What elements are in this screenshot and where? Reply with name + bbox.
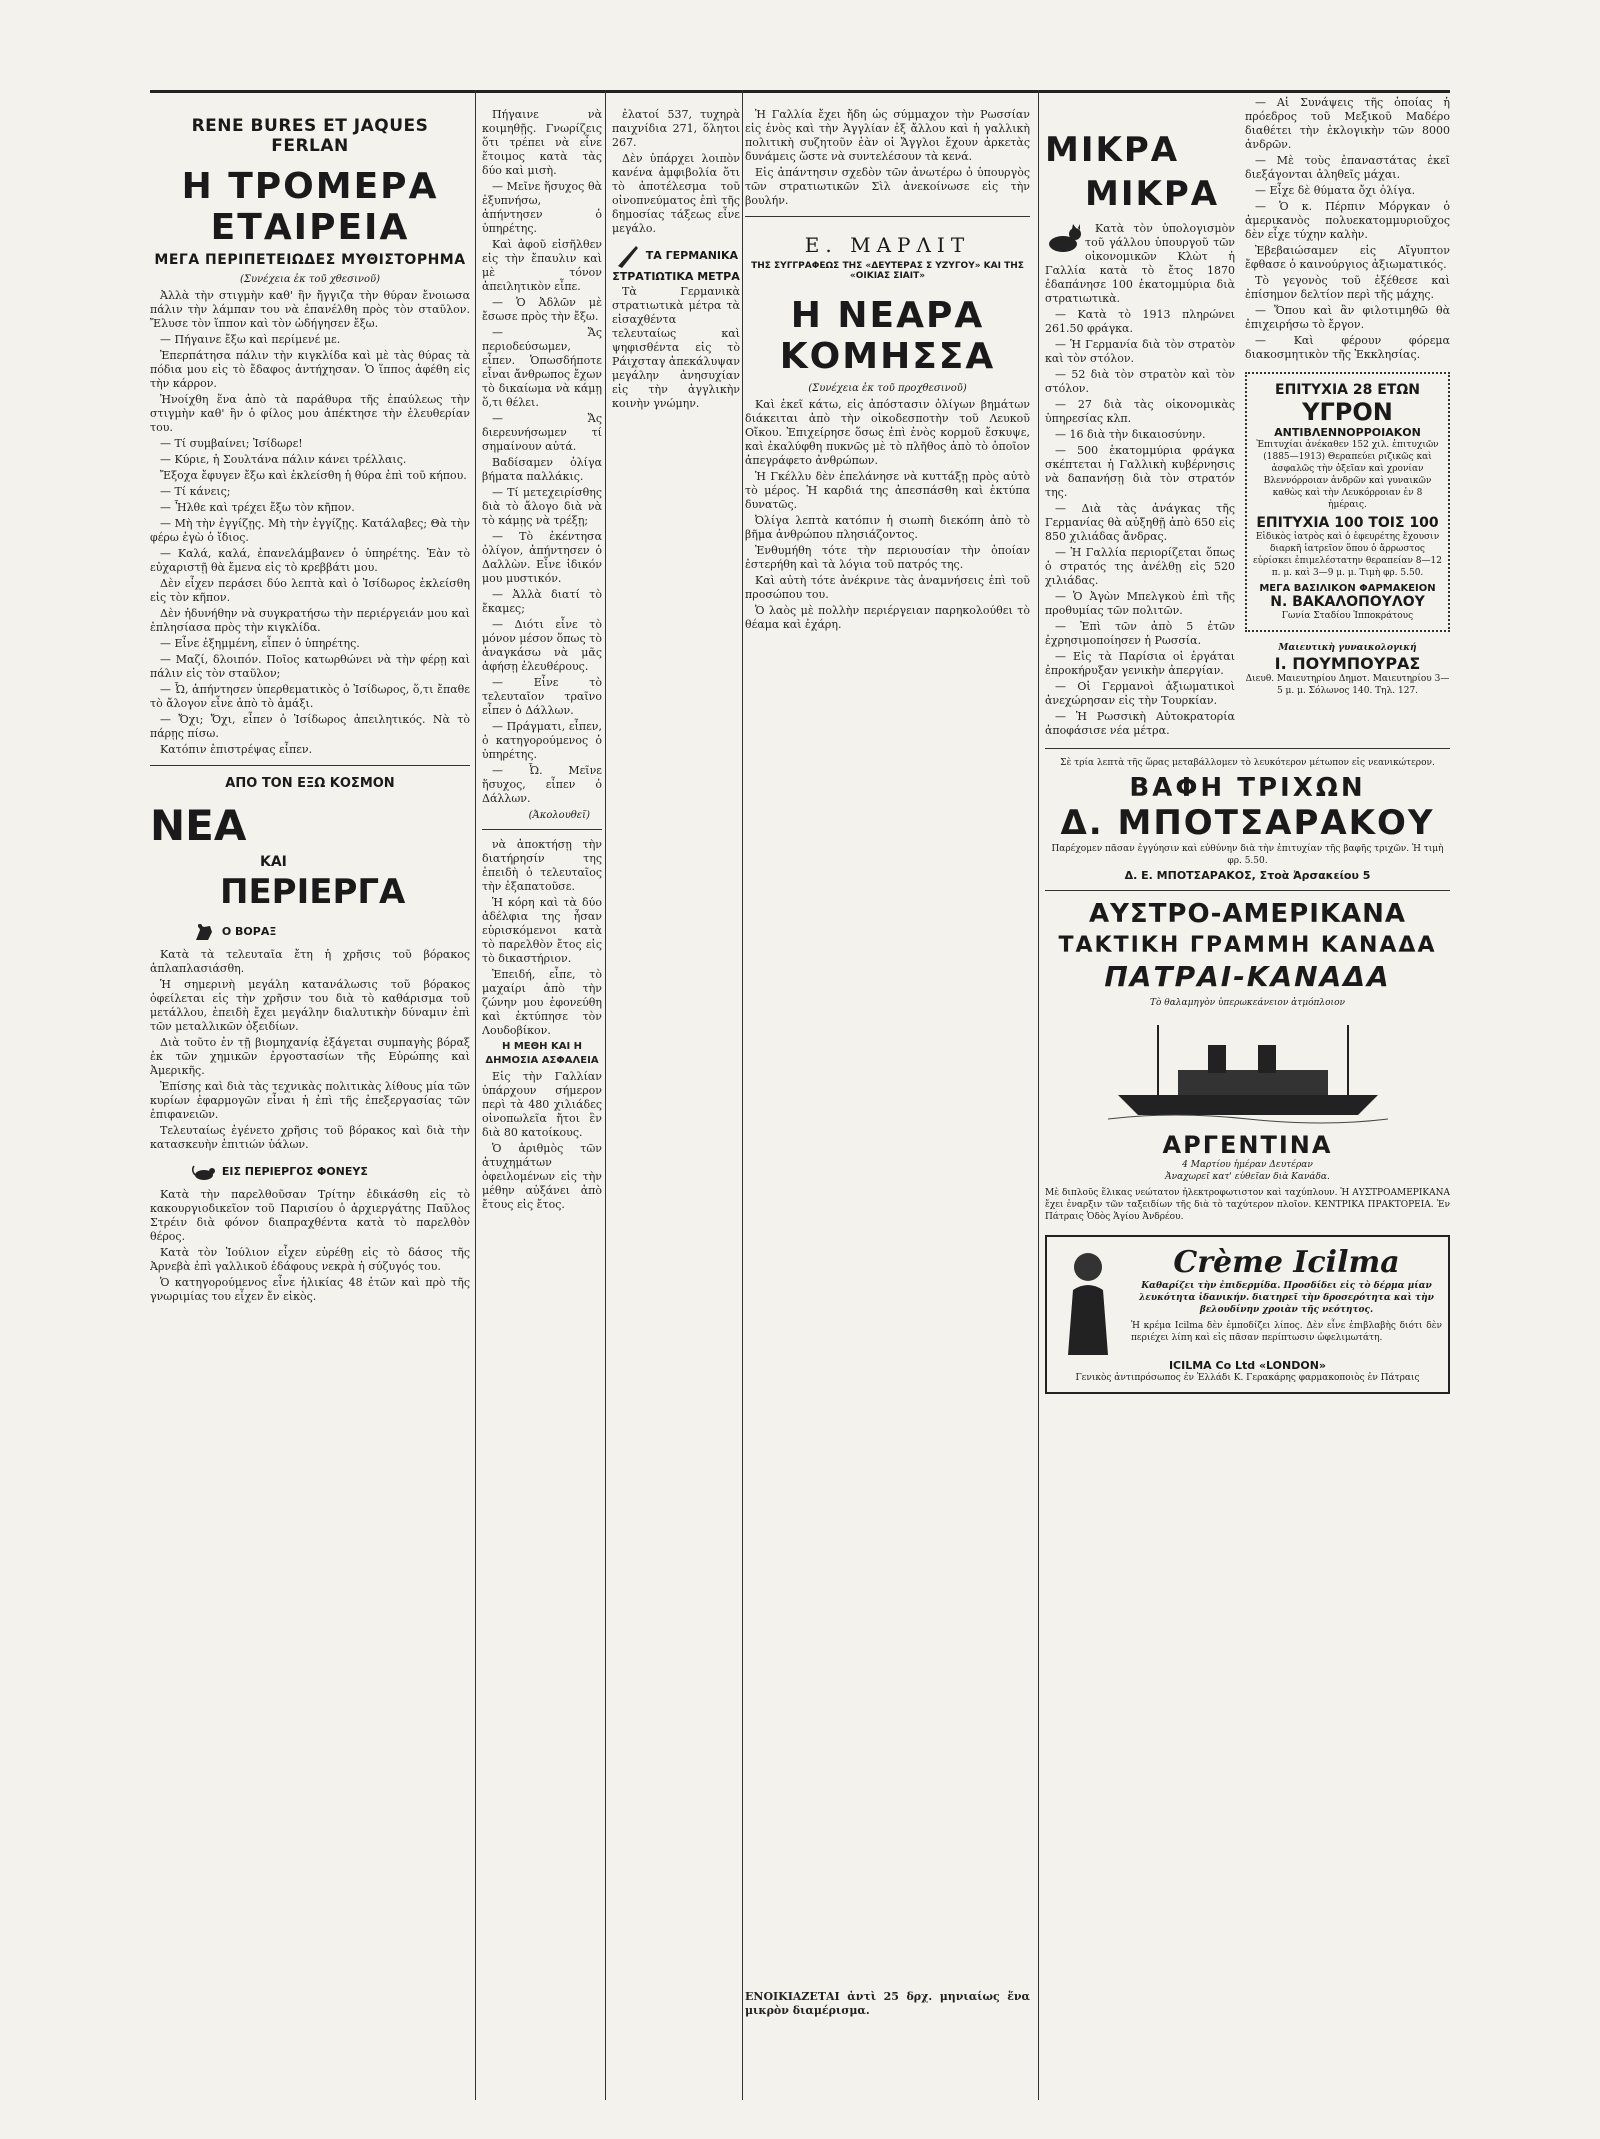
paragraph: Τὰ Γερμανικὰ στρατιωτικὰ μέτρα τὰ εἰσαχθέντα τελευταίως καὶ ψηφισθέντα εἰς τὸ Ράιχσταγ ἀπεκάλυψαν μεγάλην ἀνησυχίαν εἰς τὴν ἀγγλικὴν κοινὴν γνώμην. [612,285,740,410]
news-item-title-text: ΤΑ ΓΕΡΜΑΝΙΚΑ ΣΤΡΑΤΙΩΤΙΚΑ ΜΕΤΡΑ [612,249,740,283]
ad-pharmacy: ΜΕΓΑ ΒΑΣΙΛΙΚΟΝ ΦΑΡΜΑΚΕΙΟΝ [1259,583,1436,594]
serial-authors: RENE BURES ET JAQUES FERLAN [191,116,429,156]
rooster-icon [190,918,218,946]
ad-shipping-label: Τὸ θαλαμηγὸν ὑπερωκεάνειον ἀτμόπλοιον [1150,998,1345,1008]
ad-pharmacy-address: Γωνία Σταδίου Ἱπποκράτους [1281,611,1414,621]
mouse-icon [190,1158,218,1186]
paragraph: Βαδίσαμεν ὀλίγα βήματα παλλάκις. [482,456,602,483]
ad-ygron-head: ΕΠΙΤΥΧΙΑ 28 ΕΤΩΝ [1275,382,1420,398]
continued-note: (Ἀκολουθεῖ) [528,810,590,821]
ad-hair-dye [1045,757,1450,882]
news-body-continued [482,838,602,1212]
briefs-area [1045,90,1450,740]
paragraph: — 27 διὰ τὰς οἰκονομικὰς ὑπηρεσίας κλπ. [1045,398,1235,425]
ad-ship-note: Ἀναχωρεῖ κατ' εὐθεῖαν διὰ Κανάδα. [1165,1172,1330,1182]
paragraph: Ὀλίγα λεπτὰ κατόπιν ἡ σιωπὴ διεκόπη ἀπὸ τὸ βῆμα ἀνθρώπου πλησιάζοντος. [745,514,1030,541]
classified-ad-text: ΕΝΟΙΚΙΑΖΕΤΑΙ ἀντὶ 25 δρχ. μηνιαίως ἕνα μικρὸν διαμέρισμα. [745,1990,1030,2017]
paragraph: Εἰς τὴν Γαλλίαν ὑπάρχουν σήμερον περὶ τὰ 480 χιλιάδες οἰνοπωλεῖα ἤτοι ἓν διὰ 80 κατοίκους. [482,1070,602,1139]
newspaper-page [150,90,1450,2100]
ad-creme-icilma [1045,1235,1450,1394]
column-rule [742,90,743,2100]
paragraph: Κατόπιν ἐπιστρέψας εἶπεν. [160,743,313,756]
paragraph: — Εἰς τὰ Παρίσια οἱ ἐργάται ἐπροκήρυξαν γενικὴν ἀπεργίαν. [1045,650,1235,677]
paragraph: Δὲν εἶχεν περάσει δύο λεπτὰ καὶ ὁ Ἰσίδωρος ἐκλείσθη εἰς τὸν κῆπον. [150,577,470,604]
paragraph: — Διότι εἶνε τὸ μόνον μέσον ὅπως τὸ ἀναγκάσω νὰ μᾶς ἀφήσῃ ἐλευθέρους. [482,618,602,673]
paragraph: — Εἶνε τὸ τελευταῖον τραῖνο εἶπεν ὁ Δάλλων. [482,676,602,717]
paragraph: Δὲν ὑπάρχει λοιπὸν κανένα ἀμφιβολία ὅτι τὸ ἀποτέλεσμα τοῦ οἰνοπνεύματος ἐπὶ τῆς δημοσίας τάξεως εἶνε μεγάλο. [612,152,740,235]
paragraph: — Μὲ τοὺς ἐπαναστάτας ἐκεῖ διεξάγονται ἀληθεῖς μάχαι. [1245,154,1450,181]
ad-creme-body: Ἡ κρέμα Icilma δὲν ἐμποδίζει λίπος. Δὲν εἶνε ἐπιβλαβὴς διότι δὲν περιέχει λίπη καὶ εἰς πᾶσαν περίπτωσιν ὠφελιμωτάτη. [1131,1321,1442,1343]
paragraph: Ἐπερπάτησα πάλιν τὴν κιγκλίδα καὶ μὲ τὰς θύρας τὰ πόδια μου εἰς τὸ ἔδαφος ἀντήχησαν. Ὁ ἵππος ἀφέθη εἰς τὴν κάρρον. [150,349,470,390]
paragraph: Ἡ κόρη καὶ τὰ δύο ἀδέλφια της ἦσαν εὑρισκόμενοι κατὰ τὸ παρελθὸν ἔτος εἰς τὸ δικαστήριον. [482,896,602,965]
column-rule [475,90,476,2100]
ad-hair-dye-body: Παρέχομεν πᾶσαν ἐγγύησιν καὶ εὐθύνην διὰ τὴν ἐπιτυχίαν τῆς βαφῆς τριχῶν. Ἡ τιμὴ φρ. 5.50. [1051,844,1444,866]
ad-ygron [1245,372,1450,632]
paragraph: — Ἀλλὰ διατί τὸ ἔκαμες; [482,588,602,615]
news-item-body [150,948,470,1152]
paragraph: — Μεῖνε ἥσυχος θὰ ἐξυπνήσω, ἀπήντησεν ὁ ὑπηρέτης. [482,180,602,235]
paragraph: Εἰς ἀπάντησιν σχεδὸν τῶν ἀνωτέρω ὁ ὑπουργὸς τῶν στρατιωτικῶν Σὶλ ἀνεκοίνωσε εἰς τὴν βουλήν. [745,166,1030,207]
ad-creme-title: Crème Icilma [1173,1245,1400,1280]
serial-subtitle: ΜΕΓΑ ΠΕΡΙΠΕΤΕΙΩΔΕΣ ΜΥΘΙΣΤΟΡΗΜΑ [154,252,466,268]
paragraph: — Ὁ Ἀδλῶν μὲ ἔσωσε πρὸς τὴν ἔξω. [482,296,602,323]
paragraph: — Εἶχε δὲ θύματα ὄχι ὀλίγα. [1255,184,1416,197]
ad-ygron-body2: Εἰδικὸς ἰατρὸς καὶ ὁ ἐφευρέτης ἔχουσιν διαρκῆ ἰατρεῖον ὅπου ὁ ἄρρωστος εὑρίσκει ἐπιμελέστατην θεραπείαν 8—12 π. μ. καὶ 3—9 μ. μ. Τιμὴ φρ. 5.50. [1253,532,1442,578]
paragraph: — Ὄχι; Ὄχι, εἶπεν ὁ Ἰσίδωρος ἀπειλητικός. Νὰ τὸ πάρῃς πίσω. [150,713,470,740]
paragraph: Ὁ κατηγορούμενος εἶνε ἡλικίας 48 ἐτῶν καὶ πρὸ τῆς γνωριμίας του εἶχεν ἔν εἰκὸς. [150,1276,470,1303]
novel-author: Ε. ΜΑΡΛΙΤ [804,233,971,257]
section-divider [482,829,602,830]
quill-icon [614,242,642,270]
paragraph: Ἀλλὰ τὴν στιγμὴν καθ' ἣν ἤγγιζα τὴν θύραν ἔνοιωσα πάλιν τὴν λάμπαν του νὰ ἐπανέλθη πρὸς τὸν σταῦλον. Ἔλυσε τὸν ἵππον καὶ τὸν ὡδήγησεν ἔξω. [150,289,470,330]
classified-ad [745,1990,1030,2018]
ad-creme-layout [1053,1245,1442,1355]
paragraph: Τελευταίως ἐγένετο χρῆσις τοῦ βόρακος καὶ διὰ τὴν κατασκευὴν ἐπιτιών ὑάλων. [150,1124,470,1151]
news-title-nea: ΝΕΑ [150,801,247,850]
news-item-body [150,1188,470,1304]
paragraph: — Καλά, καλά, ἐπανελάμβανεν ὁ ὑπηρέτης. Ἐὰν τὸ εὐχαριστῇ θὰ ἔμενα εἰς τὸ κρεββάτι μου. [150,547,470,574]
ad-ygron-sub: ΑΝΤΙΒΛΕΝΝΟΡΡΟΙΑΚΟΝ [1274,426,1421,439]
paragraph: Ἠνοίχθη ἕνα ἀπὸ τὰ παράθυρα τῆς ἐπαύλεως τὴν στιγμὴν καθ' ἣν ὁ φίλος μου ἀπέκτησε τὴν ἐλευθερίαν του. [150,393,470,434]
paragraph: — Διὰ τὰς ἀνάγκας τῆς Γερμανίας θὰ αὐξηθῇ ἀπὸ 650 εἰς 850 χιλιάδας ἄνδρας. [1045,502,1235,543]
paragraph: — Ὦ. Μεῖνε ἥσυχος, εἶπεν ὁ Δάλλων. [482,764,602,805]
paragraph: — Εἶνε ἐξημμένη, εἶπεν ὁ ὑπηρέτης. [160,637,360,650]
novel-author-credits: ΤΗΣ ΣΥΓΓΡΑΦΕΩΣ ΤΗΣ «ΔΕΥΤΕΡΑΣ Σ ΥΖΥΓΟΥ» ΚΑΙ ΤΗΣ «ΟΙΚΙΑΣ ΣΙΑΙΤ» [751,261,1024,281]
column-rule [1038,90,1039,2100]
news-item-title: Η ΜΕΘΗ ΚΑΙ Η ΔΗΜΟΣΙΑ ΑΣΦΑΛΕΙΑ [485,1041,599,1066]
ad-ship-date: 4 Μαρτίου ἡμέραν Δευτέραν [1182,1160,1313,1170]
paragraph: Καὶ αὐτὴ τότε ἀνέκρινε τὰς ἀναμνήσεις ἐπὶ τοῦ προσώπου του. [745,574,1030,601]
paragraph: — Ἄς διερευνήσωμεν τί σημαίνουν αὐτά. [482,412,602,453]
paragraph: Δὲν ἠδυνήθην νὰ συγκρατήσω τὴν περιέργειάν μου καὶ ἐπλησίασα πρὸς τὴν κιγκλίδα. [150,607,470,634]
briefs-title: ΜΙΚΡΑ [1045,130,1180,170]
novel-title: Η ΝΕΑΡΑ ΚΟΜΗΣΣΑ [779,295,996,377]
ad-pharmacy-name: Ν. ΒΑΚΑΛΟΠΟΥΛΟΥ [1270,594,1425,610]
paragraph: Ἡ σημερινὴ μεγάλη κατανάλωσις τοῦ βόρακος ὀφείλεται εἰς τὴν χρῆσιν του διὰ τὸ καθάρισμα τοῦ μετάλλου, ἐπειδὴ ἔχει μεγάλην διαλυτικὴν δύναμιν ἐπὶ τῶν μεταλλικῶν ὀξειδίων. [150,978,470,1033]
paragraph: ἐλατοί 537, τυχηρὰ παιχνίδια 271, ὅλητοι 267. [612,108,740,149]
paragraph: — Ὁ κ. Πέρπιν Μόργκαν ὁ ἀμερικανὸς πολυεκατομμυριοῦχος δὲν εἶχε τύχην καλὴν. [1245,200,1450,241]
ad-ygron-head2: ΕΠΙΤΥΧΙΑ 100 ΤΟΙΣ 100 [1256,515,1439,531]
body [612,285,740,411]
briefs-body-right [1245,96,1450,362]
paragraph: Κατὰ τὸν Ἰούλιον εἶχεν εὑρέθῃ εἰς τὸ δάσος τῆς Ἀρνεβὰ ἐπὶ γαλλικοῦ ἐδάφους νεκρὰ ἡ σύζυγός του. [150,1246,470,1273]
news-item-title-text: ΕΙΣ ΠΕΡΙΕΡΓΟΣ ΦΟΝΕΥΣ [221,1165,368,1178]
paragraph: — Ὁ Ἀγὼν Μπελγκοὺ ἐπὶ τῆς προθυμίας τῶν πολιτῶν. [1045,590,1235,617]
serial-title: Η ΤΡΟΜΕΡΑ ΕΤΑΙΡΕΙΑ [181,166,439,248]
paragraph: Πήγαινε νὰ κοιμηθῇς. Γνωρίζεις ὅτι τρέπει νὰ εἶνε ἕτοιμος κατὰ τὰς δύο καὶ μισὴ. [482,108,602,177]
paragraph: — Τί μετεχειρίσθης διὰ τὸ ἄλογο διὰ νὰ τὸ κάμῃς νὰ τρέξῃ; [482,486,602,527]
column-briefs-and-ads [1045,90,1450,2100]
ad-shipping [1045,899,1450,1223]
paragraph: — Ἡ Γερμανία διὰ τὸν στρατὸν καὶ τὸν στόλον. [1045,338,1235,365]
paragraph: — 500 ἑκατομμύρια φράγκα σκέπτεται ἡ Γαλλικὴ κυβέρνησις νὰ δαπανήσῃ διὰ τὸν στρατόν της. [1045,444,1235,499]
ad-ship-name: ΑΡΓΕΝΤΙΝΑ [1162,1131,1333,1159]
paragraph: Ὁ ἀριθμὸς τῶν ἀτυχημάτων ὀφειλομένων εἰς τὴν μέθην αὐξάνει ἀπὸ ἔτους εἰς ἔτος. [482,1142,602,1211]
column-serial-novel [150,90,470,2100]
paragraph: — Ἐπὶ τῶν ἀπὸ 5 ἐτῶν ἐχρησιμοποίησεν ἡ Ρωσσία. [1045,620,1235,647]
paragraph: — Κύριε, ἡ Σουλτάνα πάλιν κάνει τρέλλαις. [160,453,407,466]
serial-body [150,289,470,757]
paragraph: — Οἱ Γερμανοὶ ἀξιωματικοὶ ἀνεχώρησαν εἰς τὴν Τουρκίαν. [1045,680,1235,707]
news-item-title [190,918,470,946]
news-title-perierga: ΠΕΡΙΕΡΓΑ [220,872,406,912]
ad-ship-body: Μὲ διπλοῦς ἕλικας νεώτατον ἠλεκτροφωτιστον καὶ ταχύπλουν. Ἡ ΑΥΣΤΡΟΑΜΕΡΙΚΑΝΑ ἔχει ἐναρξιν τῶν ταξειδίων τῆς διὰ τὸ ταχύτερον πλοῖον. ΚΕΝΤΡΙΚΑ ΠΡΑΚΤΟΡΕΙΑ. Ἐν Πάτραις Ὁδὸς Ἁγίου Ἀνδρέου. [1045,1188,1450,1222]
news-section-header: ΑΠΟ ΤΟΝ ΕΞΩ ΚΟΣΜΟΝ [225,776,395,791]
paragraph: — Αἱ Συνάψεις τῆς ὁποίας ἡ πρόεδρος τοῦ Μεξικοῦ Μαδέρο διαθέτει τὴν ἐκλογικὴν τῶν 8000 ἀνδρῶν. [1245,96,1450,151]
ad-creme-company: ICILMA Co Ltd «LONDON» [1168,1359,1327,1372]
section-divider [150,765,470,766]
news-item-title-text: Ο ΒΟΡΑΞ [221,925,277,938]
ad-hair-dye-address: Δ. Ε. ΜΠΟΤΣΑΡΑΚΟΣ, Στοὰ Ἀρσακείου 5 [1124,869,1371,882]
ad-creme-text [1131,1245,1442,1344]
paragraph: Ἡ Γκέλλυ δὲν ἐπελάνησε νὰ κυττάξῃ πρὸς αὐτὸ τὸ μέρος. Ἡ καρδιά της ἀπεσπάσθη καὶ ἐκτύπα δυνατῶς. [745,470,1030,511]
column-young-countess [745,90,1030,2100]
paragraph: — Ἦλθε καὶ τρέχει ἔξω τὸν κῆπον. [160,501,355,514]
ad-hair-dye-intro: Σὲ τρία λεπτὰ τῆς ὥρας μεταβάλλομεν τὸ λευκότερον μέτωπον εἰς νεανικώτερον. [1060,758,1435,768]
paragraph: Ὁ λαὸς μὲ πολλὴν περιέργειαν παρηκολούθει τὸ θέαμα καὶ ἐχάρη. [745,604,1030,631]
paragraph: νὰ ἀποκτήσῃ τὴν διατήρησίν της ἐπειδὴ ὁ τελευταῖος τὴν ἐξαπατοῦσε. [482,838,602,893]
paragraph: — Πήγαινε ἔξω καὶ περίμενέ με. [160,333,341,346]
paragraph: — Ἡ Γαλλία περιορίζεται ὅπως ὁ στρατός της ἀνέλθῃ εἰς 520 χιλιάδας. [1045,546,1235,587]
briefs-title-second: ΜΙΚΡΑ [1085,174,1220,214]
paragraph: — Τί συμβαίνει; Ἰσίδωρε! [160,437,303,450]
paragraph: — Ὦ, ἀπήντησεν ὑπερθεματικὸς ὁ Ἰσίδωρος, ὅ,τι ἔπαθε τὸ ἄλογον εἶνε ἀπὸ τὸ ἀμάξι. [150,683,470,710]
ad-creme-agent: Γενικὸς ἀντιπρόσωπος ἐν Ἑλλάδι Κ. Γερακάρης φαρμακοποιὸς ἐν Πάτραις [1075,1373,1420,1383]
paragraph: Διὰ τοῦτο ἐν τῇ βιομηχανίᾳ ἐξάγεται συμπαγὴς βόραξ ἐκ τῶν χημικῶν ἐργοστασίων τῆς Εὐρώπης καὶ Ἀμερικῆς. [150,1036,470,1077]
paragraph: Ἐπίσης καὶ διὰ τὰς τεχνικὰς πολιτικὰς λίθους μία τῶν κυρίων ἐφαρμογῶν εἶναι ἡ ἐπὶ τῆς ἐπεξεργασίας τῶν ἐπιφανειῶν. [150,1080,470,1121]
ad-hair-dye-name: Δ. ΜΠΟΤΣΑΡΑΚΟΥ [1060,803,1435,843]
novel-body [745,398,1030,632]
paragraph: — Ὅπου καὶ ἂν φιλοτιμηθῶ θὰ ἐπιχειρήσω τὸ ἔργον. [1245,304,1450,331]
paragraph: — Μαζί, δλοιπόν. Ποῖος κατωρθώνει νὰ τὴν φέρῃ καὶ πάλιν εἰς τὸν σταῦλον; [150,653,470,680]
paragraph: — Μὴ τὴν ἐγγίζῃς. Μὴ τὴν ἐγγίζῃς. Κατάλαβες; Θὰ τὴν φέρω ἐγὼ ὁ ἴδιος. [150,517,470,544]
paragraph: Καὶ ἐκεῖ κάτω, εἰς ἀπόστασιν ὀλίγων βημάτων διάκειται ἀπὸ τὴν οἰκοδεσποτὴν τοῦ Λευκοῦ Οἴκου. Ἐπιχείρησε ὅσως ἐπὶ ἐνὸς κορμοῦ ἔσκυψε, καὶ ἐκαλύφθη πυκνῶς μὲ τὸ πλῆθος ἀπὸ τὸ ὁποῖον ἀπεγράφετο ἀνθρώπων. [745,398,1030,467]
ad-midwife-head: Μαιευτικὴ γυναικολογική [1278,643,1417,653]
paragraph: — Ἄς περιοδεύσωμεν, εἶπεν. Ὁπωσδήποτε εἶναι ἄνθρωπος ἔχων τὸ δικαίωμα νὰ κάμῃ ὅ,τι θέλει. [482,326,602,409]
paragraph: — Τί κάνεις; [160,485,231,498]
body [745,108,1030,208]
paragraph: — 52 διὰ τὸν στρατὸν καὶ τὸν στόλον. [1045,368,1235,395]
steamship-icon [1098,1015,1398,1125]
column-military [612,90,740,2100]
paragraph: — Ἡ Ρωσσικὴ Αὐτοκρατορία ἀποφάσισε νέα μέτρα. [1045,710,1235,737]
paragraph: Κατὰ τὸν ὑπολογισμὸν τοῦ γάλλου ὑπουργοῦ τῶν οἰκονομικῶν Κλὼτ ἡ Γαλλία κατὰ τὸ ἔτος 1870 ἐδαπάνησε 100 ἑκατομμύρια διὰ στρατιωτικὰ. [1045,222,1235,305]
serial-continuation: (Συνέχεια ἐκ τοῦ χθεσινοῦ) [240,274,380,285]
paragraph: — Κατὰ τὸ 1913 πληρώνει 261.50 φράγκα. [1045,308,1235,335]
serial-body-continued [482,108,602,806]
briefs-left [1045,90,1235,740]
paragraph: Ἐπειδή, εἶπε, τὸ μαχαίρι ἀπὸ τὴν ζώνην μου ἐφονεύθη καὶ ἐκτύπησε τὸν Λουδοβίκον. [482,968,602,1037]
paragraph: Κατὰ τὴν παρελθοῦσαν Τρίτην ἐδικάσθη εἰς τὸ κακουργιοδικεῖον τοῦ Παρισίου ὁ ἀρχιεργάτης Παῦλος Στρέιν διὰ φόνον διαπραχθέντα κατὰ τὸ παρελθὸν θέρος. [150,1188,470,1243]
paragraph: — Πράγματι, εἶπεν, ὁ κατηγορούμενος ὁ ὑπηρέτης. [482,720,602,761]
ad-shipping-route: ΠΑΤΡΑΙ-ΚΑΝΑΔΑ [1104,960,1391,993]
paragraph: Ἡ Γαλλία ἔχει ἤδη ὡς σύμμαχον τὴν Ρωσσίαν εἰς ἑνὸς καὶ τὴν Ἀγγλίαν ἐξ ἄλλου καὶ ἡ γαλλικὴ πολιτικὴ συζητοῦν ἐὰν οἱ Ἄγγλοι ἔχουν ἀρκετὰς δυνάμεις ὥστε νὰ συντελέσουν τὰ κενά. [745,108,1030,163]
column-rule [605,90,606,2100]
ad-creme-tagline: Καθαρίζει τὴν ἐπιδερμίδα. Προσδίδει εἰς τὸ δέρμα μίαν λευκότητα ἰδανικήν. διατηρεῖ τὴν δροσερότητα καὶ τὴν βελουδίνην χροιὰν τῆς νεότητος. [1139,1281,1434,1315]
news-item-title [612,242,740,283]
ad-midwife-address: Διευθ. Μαιευτηρίου Δημοτ. Μαιευτηρίου 3—5 μ. μ. Σόλωνος 140. Τηλ. 127. [1245,674,1450,696]
ad-ygron-body: Ἐπιτυχίαι ἀνέκαθεν 152 χιλ. ἐπιτυχιῶν (1885—1913) Θεραπεύει ριζικῶς καὶ ἀσφαλῶς τὴν ὀξεῖαν καὶ χρονίαν Βλεννόρροιαν ἀνδρῶν καὶ γυναικῶν καθὼς καὶ τὴν Λευκόρροιαν ἐν 8 ἡμέραις. [1256,440,1439,510]
ad-ygron-name: ΥΓΡΟΝ [1302,398,1393,426]
section-divider [1045,890,1450,891]
paragraph: — Τὸ ἐκέντησα ὀλίγον, ἀπήντησεν ὁ Δαλλὼν. Εἶνε ἰδικόν μου μυστικόν. [482,530,602,585]
briefs-body [1045,222,1235,738]
paragraph: Τὸ γεγονὸς τοῦ ἐξέθεσε καὶ ἐπίσημον δελτίον περὶ τῆς μάχης. [1245,274,1450,301]
paragraph: Ἔξοχα ἔφυγεν ἔξω καὶ ἐκλείσθη ἡ θύρα ἐπὶ τοῦ κήπου. [160,469,467,482]
column-serial-continued [482,90,602,2100]
ad-shipping-head: ΑΥΣΤΡΟ-ΑΜΕΡΙΚΑΝΑ [1088,899,1407,929]
section-divider [1045,748,1450,749]
novel-continuation: (Συνέχεια ἐκ τοῦ προχθεσινοῦ) [808,383,967,394]
paragraph: — Καὶ φέρουν φόρεμα διακοσμητικὸν τῆς Ἐκκλησίας. [1245,334,1450,361]
cat-icon [1045,222,1085,256]
paragraph: — 16 διὰ τὴν δικαιοσύνην. [1055,428,1206,441]
paragraph: Καὶ ἀφοῦ εἰσῆλθεν εἰς τὴν ἔπαυλιν καὶ μὲ τόνον ἀπειλητικὸν εἶπε. [482,238,602,293]
woman-illustration-icon [1053,1245,1123,1355]
briefs-right [1245,90,1450,740]
news-title-kai: ΚΑΙ [260,854,287,870]
body [612,108,740,236]
ad-midwife [1245,642,1450,697]
ad-shipping-line: ΤΑΚΤΙΚΗ ΓΡΑΜΜΗ ΚΑΝΑΔΑ [1058,933,1437,958]
paragraph: Κατὰ τὰ τελευταῖα ἔτη ἡ χρῆσις τοῦ βόρακος ἀπλαπλασιάσθη. [150,948,470,975]
ad-midwife-name: Ι. ΠΟΥΜΠΟΥΡΑΣ [1274,654,1421,673]
ad-hair-dye-head: ΒΑΦΗ ΤΡΙΧΩΝ [1129,773,1366,803]
section-divider [745,216,1030,217]
paragraph: Ἐβεβαιώσαμεν εἰς Αἴγυπτον ἔφθασε ὁ καινούργιος ἀξιωματικός. [1245,244,1450,271]
paragraph: Ἐνθυμήθη τότε τὴν περιουσίαν τὴν ὁποίαν ἐστερήθη καὶ τὰ λόγια τοῦ πατρός της. [745,544,1030,571]
news-item-title [190,1158,470,1186]
